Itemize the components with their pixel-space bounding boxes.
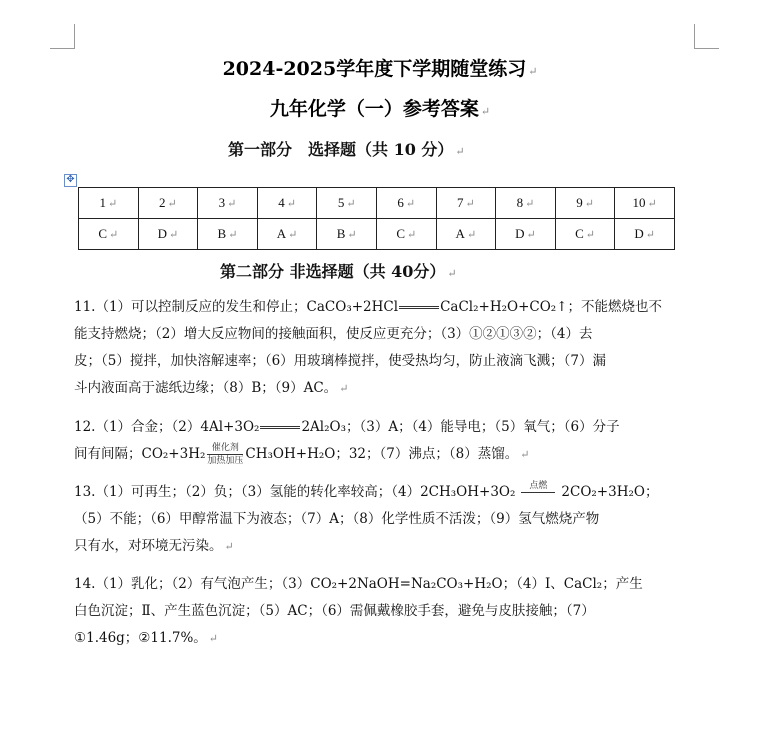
document-title: 2024-2025学年度下学期随堂练习 ↵ (222, 58, 538, 80)
table-cell[interactable]: C ↵ (555, 219, 615, 250)
table-cell[interactable]: 6 ↵ (376, 188, 436, 219)
equation-sign (399, 306, 439, 309)
table-cell[interactable]: C ↵ (376, 219, 436, 250)
table-cell[interactable]: 5 ↵ (317, 188, 377, 219)
table-cell[interactable]: B ↵ (198, 219, 258, 250)
table-cell[interactable]: 9 ↵ (555, 188, 615, 219)
answer-paragraph-11: 11.（1）可以控制反应的发生和停止；CaCO₃+2HCl CaCl₂+H₂O+CO₂↑；不能燃烧也不 能支持燃烧；（2）增大反应物间的接触面积，使反应更充分；（3）①②①③②；（4）去 皮；（5）搅拌，加快溶解速率；（6）用玻璃棒搅拌，使受热均匀，防止液滴飞溅；（7）漏 斗内液面高于滤纸边缘；（8）B；（9）AC。 ↵ (74, 299, 663, 396)
table-cell[interactable]: D ↵ (496, 219, 556, 250)
table-row-answers (79, 219, 675, 250)
table-cell[interactable]: 4 ↵ (257, 188, 317, 219)
equation-sign (260, 426, 300, 429)
table-cell[interactable]: 8 ↵ (496, 188, 556, 219)
answer-paragraph-13: 13.（1）可再生；（2）负；（3）氢能的转化率较高；（4）2CH₃OH+3O₂ 点燃 2CO₂+3H₂O； （5）不能；（6）甲醇常温下为液态；（7）A；（8）化学性质不活泼；（9）氢气燃烧产物 只有水，对环境无污染。 ↵ (74, 481, 659, 554)
table-cell[interactable]: B ↵ (317, 219, 377, 250)
document-subtitle: 九年化学（一）参考答案 ↵ (269, 98, 491, 120)
answer-paragraph-14: 14.（1）乳化；（2）有气泡产生；（3）CO₂+2NaOH=Na₂CO₃+H₂O；（4）Ⅰ、CaCl₂；产生 白色沉淀；Ⅱ、产生蓝色沉淀；（5）AC；（6）需佩戴橡胶手套，避免与皮肤接触；（7） ①1.46g；②11.7%。 ↵ (74, 576, 643, 646)
table-cell[interactable]: 1 ↵ (79, 188, 139, 219)
table-cell[interactable]: 2 ↵ (138, 188, 198, 219)
table-cell[interactable]: 3 ↵ (198, 188, 258, 219)
table-cell[interactable]: 7 ↵ (436, 188, 496, 219)
table-cell[interactable]: C ↵ (79, 219, 139, 250)
reaction-condition: 点燃 (521, 481, 555, 504)
answer-paragraph-12: 12.（1）合金；（2）4Al+3O₂ 2Al₂O₃；（3）A；（4）能导电；（5）氧气；（6）分子 间有间隔；CO₂+3H₂ 催化剂 加热加压 CH₃OH+H₂O；32；（7）沸点；（8）蒸馏。 ↵ (74, 419, 620, 466)
table-row-numbers (79, 188, 675, 219)
section-heading-nonchoice: 第二部分 非选择题（共 40分） ↵ (220, 262, 457, 281)
crop-mark-top-right (694, 24, 719, 49)
table-move-handle-icon[interactable]: ✥ (64, 174, 77, 187)
crop-mark-top-left (50, 24, 75, 49)
table-cell[interactable]: 10 ↵ (615, 188, 675, 219)
table-cell[interactable]: A ↵ (257, 219, 317, 250)
answer-table (78, 187, 675, 250)
section-heading-choice: 第一部分 选择题（共 10 分） ↵ (228, 140, 465, 159)
table-cell[interactable]: A ↵ (436, 219, 496, 250)
reaction-condition: 催化剂 加热加压 (207, 443, 244, 466)
table-cell[interactable]: D ↵ (615, 219, 675, 250)
table-cell[interactable]: D ↵ (138, 219, 198, 250)
